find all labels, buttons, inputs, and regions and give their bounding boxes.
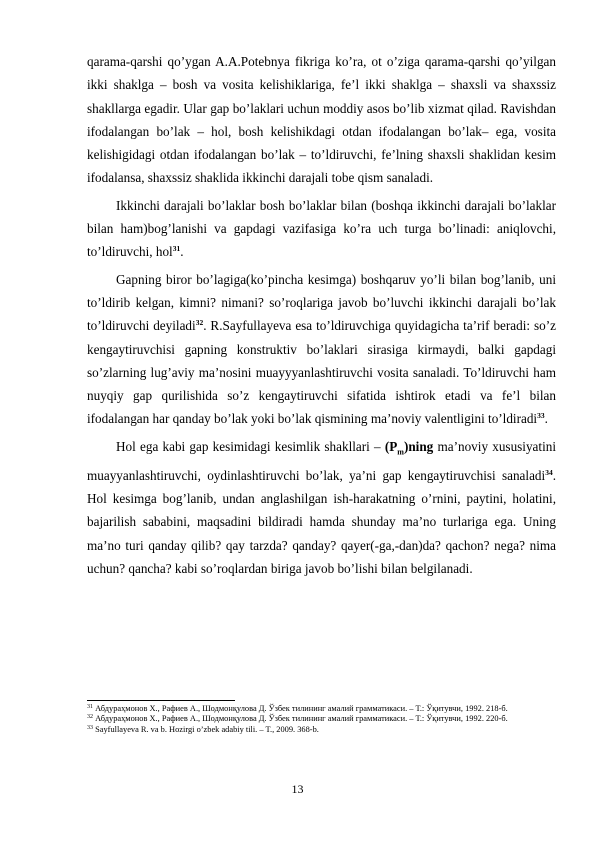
paragraph-1: qarama-qarshi qo’ygan A.A.Potebnya fikriga ko’ra, ot o’ziga qarama-qarshi qo’yilgan ikki shaklga – bosh va vosita kelishiklariga, fe’l ikki shaklga – shaxsli va shaxssiz shakllarga egadir. Ular gap bo’laklari uchun moddiy asos bo’lib xizmat qilad. Ravishdan ifodalangan bo’lak – hol, bosh kelishikdagi otdan ifodalangan bo’lak– ega, vosita kelishigidagi otdan ifodalangan bo’lak – to’ldiruvchi, fe’lning shaxsli shaklidan kesim ifodalansa, shaxssiz shaklida ikkinchi darajali tobe qism sanaladi. (87, 54, 556, 186)
footnote-ref-31: 31 (172, 244, 181, 254)
footnote-number: 32 (87, 714, 93, 721)
page-number: 13 (291, 782, 304, 796)
predicate-subscript: m (397, 447, 404, 457)
predicate-symbol-p: (P (384, 438, 398, 454)
period: . (544, 411, 548, 427)
paragraph-4-text-c: . Hol kesimga bog’lanib, undan anglashilgan ish-harakatning o’rnini, paytini, holatini, bajarilish sababini, maqsadini bildiradi hamda shunday ma’no turlariga ega. Uning ma’no turi qanday qilib? qay tarzda? qanday? qayer(-ga,-dan)da? qachon? nega? nima uchun? qancha? kabi so’roqlardan biriga javob bo’lishi bilan belgilanadi. (87, 467, 556, 576)
footnote-text: Sayfullayeva R. va b. Hozirgi o’zbek adabiy tili. – T., 2009. 368-b. (95, 724, 319, 734)
document-body (87, 50, 556, 580)
predicate-suffix: )ning (403, 438, 434, 454)
footnotes (87, 700, 556, 735)
paragraph-4-text-b: ma’noviy xususiyatini muayyanlashtiruvchi, oydinlashtiruvchi bo’lak, ya’ni gap kengaytiruvchisi sanaladi (87, 438, 556, 483)
footnote-32 (87, 714, 556, 724)
paragraph-2 (87, 194, 556, 264)
paragraph-3-text-b: . R.Sayfullayeva esa to’ldiruvchiga quyidagicha ta’rif beradi: so’z kengaytiruvchisi gapning konstruktiv bo’laklari sirasiga kirmaydi, balki gapdagi so’zlarning lug’aviy ma’nosini muayyyanlashtiruvchi vosita sanaladi. To’ldiruvchi ham nuyqiy gap qurilishida so’z kengaytiruvchi sifatida ishtirok etadi va fe’l bilan ifodalangan har qanday bo’lak yoki bo’lak qismining ma’noviy valentligini to’ldiradi (87, 318, 556, 427)
paragraph-3-text-a: Gapning biror bo’lagiga(ko’pincha kesimga) boshqaruv yo’li bilan bog’lanib, uni to’ldirib kelgan, kimni? nimani? so’roqlariga javob bo’luvchi ikkinchi darajali bo’lak to’ldiruvchi deyiladi (87, 271, 556, 334)
footnote-33 (87, 725, 556, 735)
footnote-ref-34: 34 (545, 467, 553, 477)
footnote-text: Абдураҳмонов Х., Рафиев А., Шодмонқулова Д. Ўзбек тилининг амалий грамматикаси. – Т.: Ўқитувчи, 1992. 218-б. (95, 704, 508, 713)
paragraph-4 (87, 435, 556, 580)
predicate-symbol (384, 438, 434, 457)
footnote-divider (87, 700, 235, 701)
footnote-ref-33: 33 (537, 411, 545, 421)
footnote-number: 33 (87, 724, 93, 731)
period: . (180, 244, 184, 260)
footnote-31 (87, 704, 556, 714)
footnote-ref-32: 32 (195, 318, 204, 328)
paragraph-4-text-a: Hol ega kabi gap kesimidagi kesimlik shakllari – (116, 438, 385, 454)
paragraph-2-text: Ikkinchi darajali bo’laklar bosh bo’laklar bilan (boshqa ikkinchi darajali bo’laklar bilan ham)bog’lanishi va gapdagi vazifasiga ko’ra uch turga bo’linadi: aniqlovchi, to’ldiruvchi, hol (87, 197, 556, 260)
paragraph-3 (87, 268, 556, 431)
footnote-number: 31 (87, 704, 93, 710)
footnote-text: Абдураҳмонов Х., Рафиев А., Шодмонқулова Д. Ўзбек тилининг амалий грамматикаси. – Т.: Ўқитувчи, 1992. 220-б. (95, 714, 508, 724)
